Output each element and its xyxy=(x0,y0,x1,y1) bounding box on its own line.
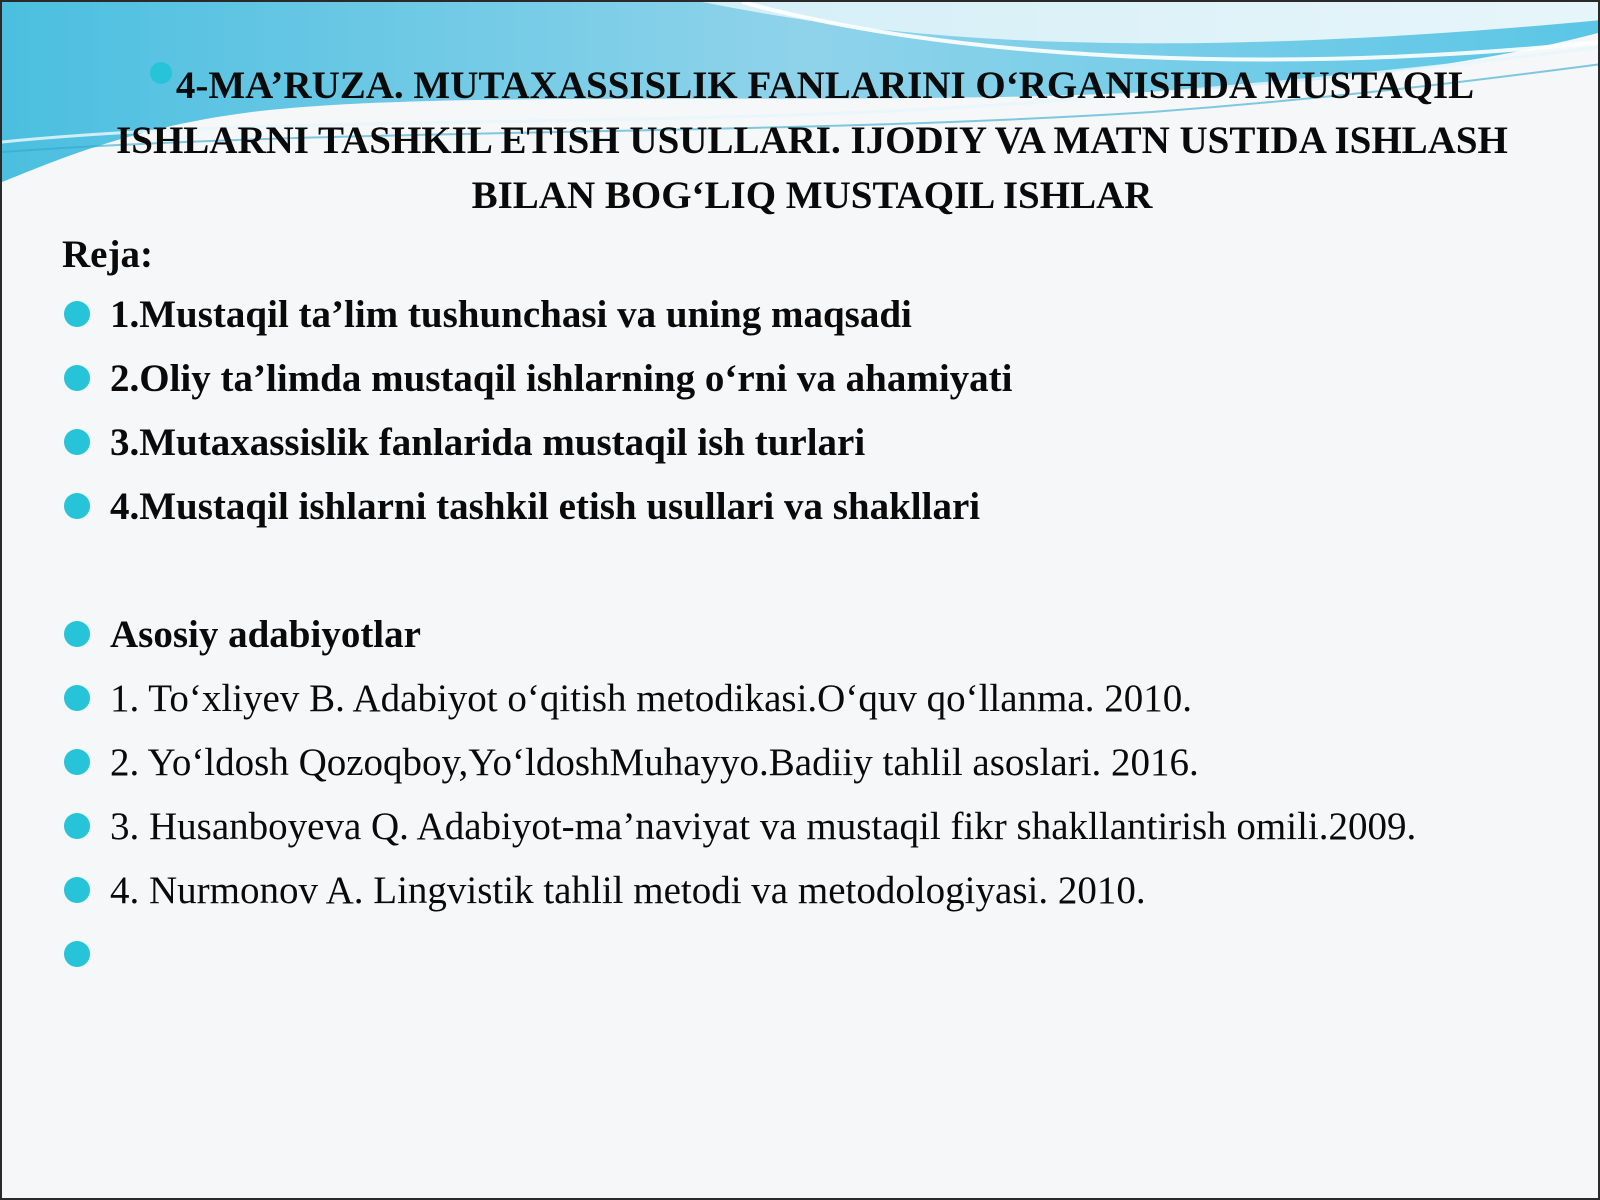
bullet-icon xyxy=(64,621,90,647)
literature-item: 2. Yo‘ldosh Qozoqboy,Yo‘ldoshMuhayyo.Badiiy tahlil asoslari. 2016. xyxy=(62,738,1507,788)
slide-title-text: 4-MA’RUZA. MUTAXASSISLIK FANLARINI O‘RGANISHDA MUSTAQIL ISHLARNI TASHKIL ETISH USULLARI. IJODIY VA MATN USTIDA ISHLASH BILAN BOG‘LIQ MUSTAQIL ISHLAR xyxy=(116,64,1508,217)
list-spacer xyxy=(62,546,1507,610)
bullet-icon xyxy=(64,749,90,775)
literature-item: 1. To‘xliyev B. Adabiyot o‘qitish metodikasi.O‘quv qo‘llanma. 2010. xyxy=(62,674,1507,724)
plan-label: Reja: xyxy=(62,233,153,276)
bullet-icon xyxy=(64,877,90,903)
plan-item: 2.Oliy ta’limda mustaqil ishlarning o‘rni va ahamiyati xyxy=(62,354,1507,404)
bullet-icon xyxy=(64,813,90,839)
literature-item: 3. Husanboyeva Q. Adabiyot-ma’naviyat va mustaqil fikr shakllantirish omili.2009. xyxy=(62,802,1507,852)
bullet-icon xyxy=(64,429,90,455)
literature-heading: Asosiy adabiyotlar xyxy=(62,610,1507,660)
bullet-icon xyxy=(64,685,90,711)
empty-list-item xyxy=(62,930,1507,980)
slide-title xyxy=(112,58,1512,223)
bullet-icon xyxy=(64,365,90,391)
plan-item: 1.Mustaqil ta’lim tushunchasi va uning maqsadi xyxy=(62,290,1507,340)
plan-item: 4.Mustaqil ishlarni tashkil etish usullari va shakllari xyxy=(62,482,1507,532)
bullet-icon xyxy=(64,493,90,519)
literature-item: 4. Nurmonov A. Lingvistik tahlil metodi va metodologiyasi. 2010. xyxy=(62,866,1507,916)
content-list xyxy=(62,290,1507,994)
plan-item: 3.Mutaxassislik fanlarida mustaqil ish turlari xyxy=(62,418,1507,468)
title-bullet-icon xyxy=(150,62,172,84)
bullet-icon xyxy=(64,941,90,967)
bullet-icon xyxy=(64,301,90,327)
